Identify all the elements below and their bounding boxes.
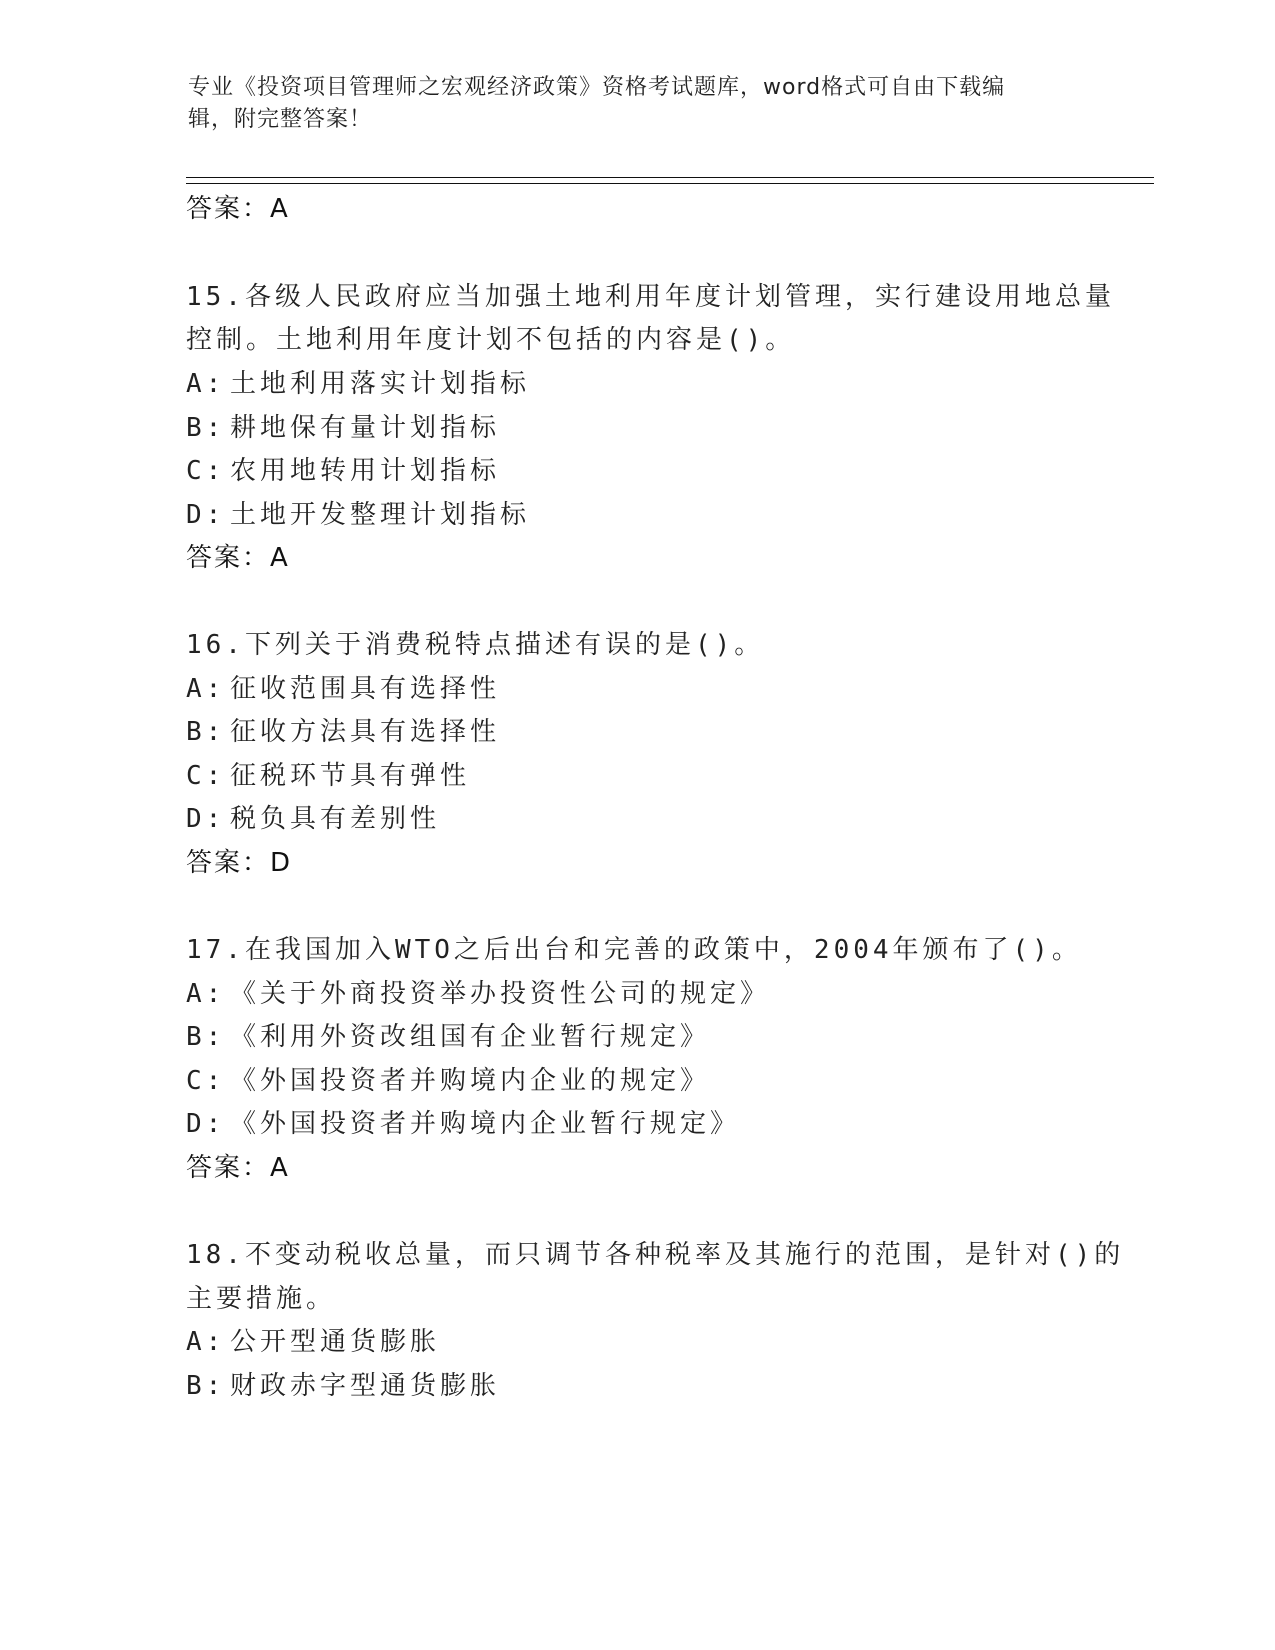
question-15-answer: 答案：A (186, 543, 290, 573)
option-letter: C: (186, 761, 226, 791)
answer-line: 答案：A (186, 194, 290, 224)
document-header (188, 72, 1088, 136)
option-text: 耕地保有量计划指标 (230, 413, 501, 443)
question-16-option-b (186, 715, 500, 749)
option-text: 土地利用落实计划指标 (230, 369, 531, 399)
question-18-option-a (186, 1325, 440, 1359)
option-text: 财政赤字型通货膨胀 (230, 1371, 501, 1401)
question-16-option-a (186, 672, 500, 706)
question-16-line-1: 16.下列关于消费税特点描述有误的是()。 (186, 630, 765, 660)
question-18-option-b (186, 1369, 500, 1403)
option-text: 《关于外商投资举办投资性公司的规定》 (230, 979, 771, 1009)
question-18-line-2: 主要措施。 (186, 1284, 337, 1314)
question-17-option-d (186, 1107, 740, 1141)
question-16-option-d (186, 802, 440, 836)
question-16-option-c (186, 759, 470, 793)
option-text: 《利用外资改组国有企业暂行规定》 (230, 1022, 711, 1052)
header-rule-bottom (186, 183, 1154, 184)
header-rule-top (186, 177, 1154, 178)
option-text: 农用地转用计划指标 (230, 456, 501, 486)
option-text: 公开型通货膨胀 (230, 1327, 441, 1357)
option-letter: C: (186, 456, 226, 486)
option-letter: B: (186, 413, 226, 443)
question-18-line-1: 18.不变动税收总量，而只调节各种税率及其施行的范围，是针对()的 (186, 1240, 1125, 1270)
option-letter: A: (186, 369, 226, 399)
question-15-line-1: 15.各级人民政府应当加强土地利用年度计划管理，实行建设用地总量 (186, 282, 1115, 312)
option-letter: C: (186, 1066, 226, 1096)
option-letter: B: (186, 717, 226, 747)
question-15-option-c (186, 454, 500, 488)
option-text: 征收方法具有选择性 (230, 717, 501, 747)
option-text: 土地开发整理计划指标 (230, 500, 531, 530)
option-letter: D: (186, 804, 226, 834)
option-text: 征税环节具有弹性 (230, 761, 471, 791)
question-15-option-a (186, 367, 530, 401)
option-letter: D: (186, 500, 226, 530)
question-15-option-b (186, 411, 500, 445)
option-letter: D: (186, 1109, 226, 1139)
option-text: 《外国投资者并购境内企业的规定》 (230, 1066, 711, 1096)
question-17-option-b (186, 1020, 710, 1054)
option-letter: A: (186, 1327, 226, 1357)
question-17-option-a (186, 977, 770, 1011)
option-letter: A: (186, 674, 226, 704)
option-letter: A: (186, 979, 226, 1009)
question-15-line-2: 控制。土地利用年度计划不包括的内容是()。 (186, 325, 796, 355)
option-text: 征收范围具有选择性 (230, 674, 501, 704)
header-line-2: 辑，附完整答案！ (188, 107, 373, 132)
question-15-option-d (186, 498, 530, 532)
option-text: 税负具有差别性 (230, 804, 441, 834)
question-17-line-1: 17.在我国加入WTO之后出台和完善的政策中，2004年颁布了()。 (186, 935, 1082, 965)
option-text: 《外国投资者并购境内企业暂行规定》 (230, 1109, 741, 1139)
option-letter: B: (186, 1022, 226, 1052)
header-line-1: 专业《投资项目管理师之宏观经济政策》资格考试题库，word格式可自由下载编 (188, 75, 1006, 100)
question-17-option-c (186, 1064, 710, 1098)
question-16-answer: 答案：D (186, 848, 293, 878)
question-17-answer: 答案：A (186, 1153, 290, 1183)
option-letter: B: (186, 1371, 226, 1401)
